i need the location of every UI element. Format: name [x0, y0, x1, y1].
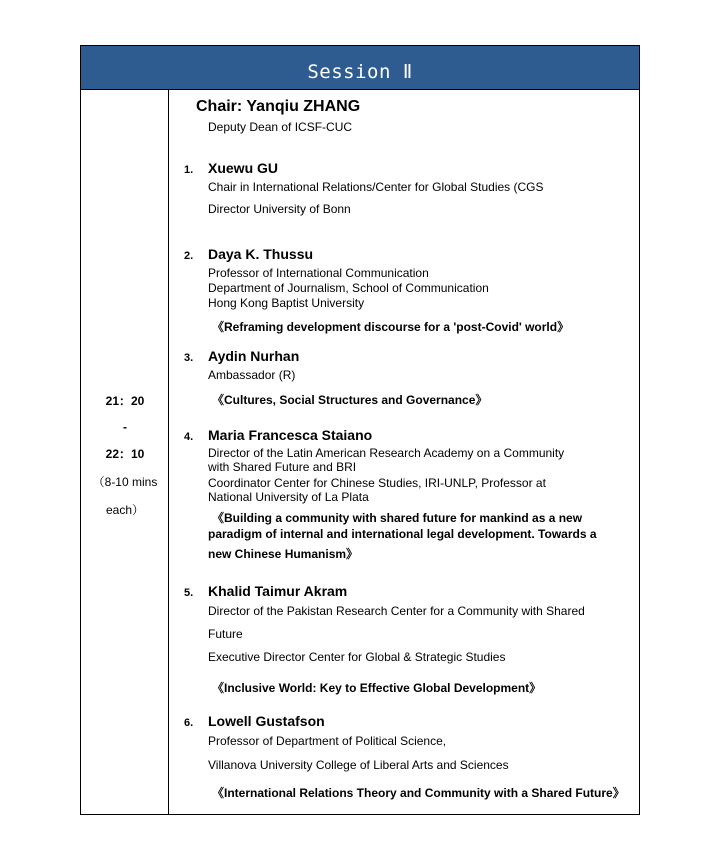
speaker-topic: 《Cultures, Social Structures and Governance》 — [212, 393, 488, 407]
speaker-line: Ambassador (R) — [208, 368, 296, 382]
chair-name: Chair: Yanqiu ZHANG — [196, 98, 361, 115]
time-dash: - — [123, 420, 127, 434]
speaker-line: Director of the Latin American Research Academy on a Community — [208, 446, 565, 460]
speaker-line: Future — [208, 627, 243, 641]
speaker-number: 6. — [184, 717, 194, 729]
speaker-line: Professor of Department of Political Science, — [208, 734, 447, 748]
speaker-topic-line: 《Building a community with shared future for mankind as a new — [212, 511, 583, 525]
speaker-line: Professor of International Communication — [208, 266, 429, 280]
speaker-line: Chair in International Relations/Center for Global Studies (CGS — [208, 180, 544, 194]
speaker-name: Lowell Gustafson — [208, 713, 325, 729]
speaker-line: Director of the Pakistan Research Center for a Community with Shared — [208, 604, 585, 618]
speaker-line: Villanova University College of Liberal Arts and Sciences — [208, 758, 509, 772]
speaker-number: 5. — [184, 587, 194, 599]
speaker-topic: 《Inclusive World: Key to Effective Global Development》 — [212, 681, 542, 695]
speaker-number: 3. — [184, 352, 194, 364]
speaker-topic-line: new Chinese Humanism》 — [208, 547, 359, 561]
speaker-line: National University of La Plata — [208, 490, 369, 504]
speaker-line: with Shared Future and BRI — [208, 460, 357, 474]
speaker-name: Daya K. Thussu — [208, 246, 314, 262]
time-start: 21：20 — [105, 394, 145, 408]
session-title: Session Ⅱ — [307, 60, 413, 83]
time-end: 22：10 — [105, 447, 145, 461]
speaker-number: 4. — [184, 431, 194, 443]
speaker-number: 1. — [184, 164, 194, 176]
speaker-name: Xuewu GU — [208, 160, 279, 176]
speaker-topic: 《International Relations Theory and Community with a Shared Future》 — [212, 786, 625, 800]
time-note-line1: （8-10 mins — [92, 475, 158, 489]
speaker-name: Aydin Nurhan — [208, 348, 300, 364]
speaker-name: Khalid Taimur Akram — [208, 583, 348, 599]
chair-title: Deputy Dean of ICSF-CUC — [208, 120, 353, 134]
speaker-line: Coordinator Center for Chinese Studies, IRI-UNLP, Professor at — [208, 476, 546, 490]
speakers-column — [169, 90, 639, 814]
session-header — [81, 46, 639, 90]
speaker-number: 2. — [184, 250, 194, 262]
time-note-line2: each） — [105, 503, 145, 517]
session-table — [80, 45, 640, 815]
speaker-topic-line: paradigm of internal and international legal development. Towards a — [208, 527, 597, 541]
speaker-line: Executive Director Center for Global & Strategic Studies — [208, 650, 506, 664]
speaker-line: Department of Journalism, School of Communication — [208, 281, 489, 295]
speaker-line: Director University of Bonn — [208, 202, 351, 216]
speaker-topic: 《Reframing development discourse for a 'post-Covid' world》 — [212, 320, 570, 334]
speaker-line: Hong Kong Baptist University — [208, 296, 365, 310]
time-column — [81, 90, 169, 814]
speaker-name: Maria Francesca Staiano — [208, 427, 373, 443]
